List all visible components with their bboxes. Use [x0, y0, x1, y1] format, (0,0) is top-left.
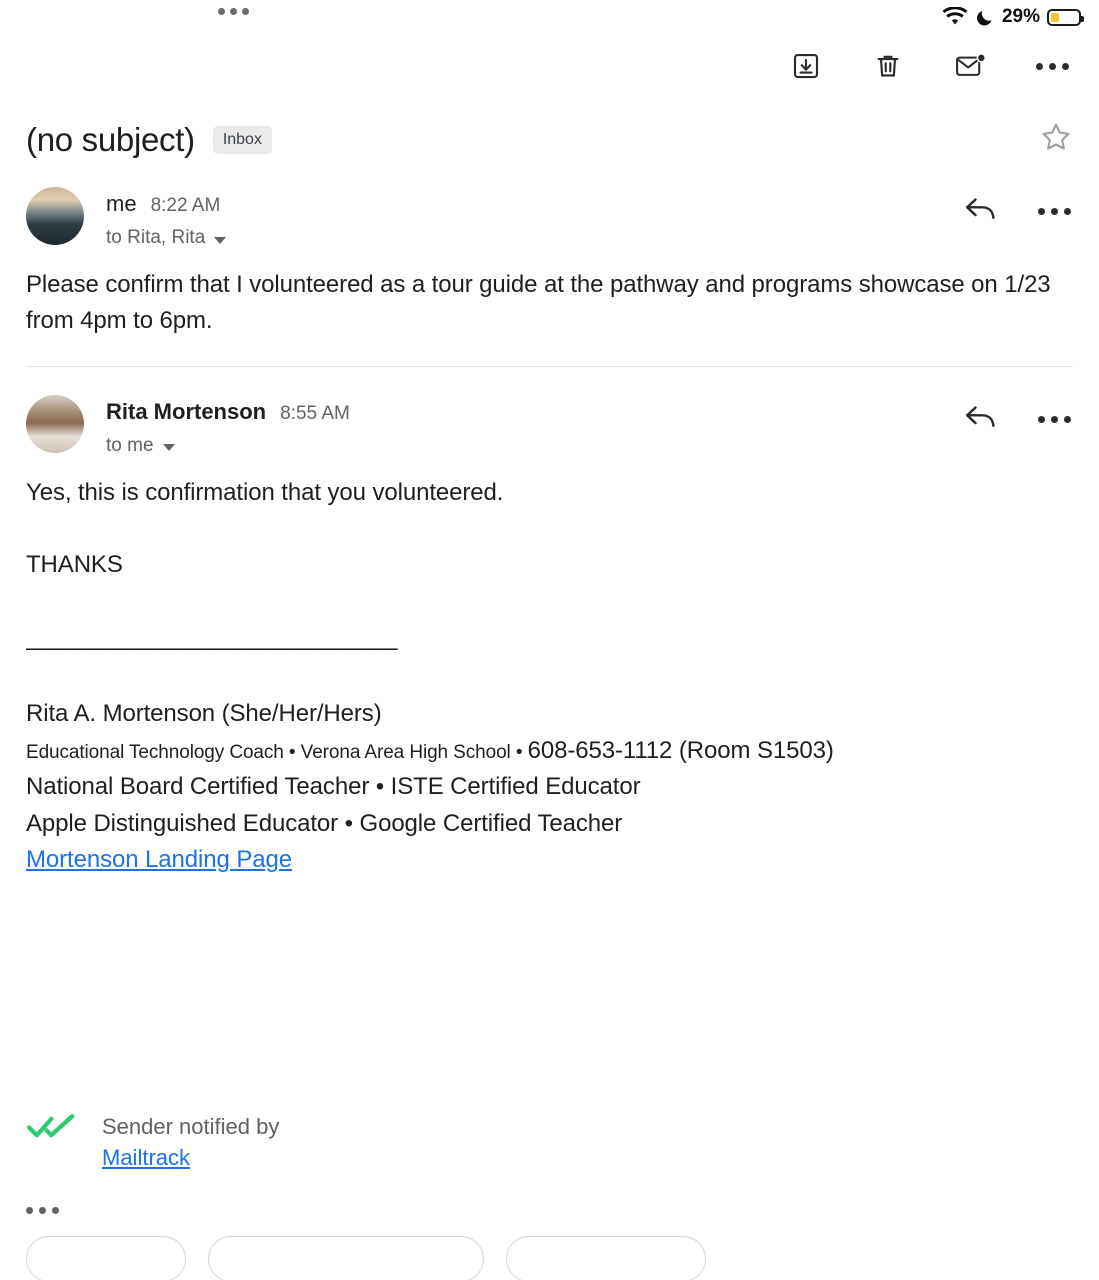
sender-name: Rita Mortenson [106, 398, 267, 424]
signature-role: Educational Technology Coach • Verona Area High School • [26, 741, 528, 763]
chevron-down-icon[interactable] [163, 444, 175, 451]
dot [218, 8, 225, 15]
message-meta [106, 395, 964, 457]
more-options-icon[interactable] [1033, 47, 1071, 85]
dot [230, 8, 237, 15]
recipients-label: to me [106, 434, 154, 456]
status-bar [0, 0, 1099, 34]
signature-role-line [26, 733, 1073, 769]
dot [1036, 63, 1043, 70]
message-time: 8:22 AM [150, 195, 221, 216]
body-line-1: Yes, this is confirmation that you volunteered. [26, 478, 504, 506]
quick-reply-chip[interactable] [26, 1236, 186, 1280]
message-header [26, 367, 1073, 457]
mailtrack-text [102, 1111, 279, 1173]
footer-more-button[interactable] [0, 1173, 1099, 1214]
battery-percent-label: 29% [1001, 6, 1040, 27]
dot [1038, 208, 1045, 215]
dot [39, 1207, 46, 1214]
dot [1062, 63, 1069, 70]
spacer [26, 656, 1073, 692]
message-actions [964, 187, 1073, 228]
page-title: (no subject) [26, 120, 195, 158]
message-toolbar [0, 34, 1099, 98]
spacer [26, 511, 1073, 547]
more-options-icon[interactable] [1038, 208, 1071, 215]
moon-icon [975, 7, 995, 27]
signature-link-row [26, 842, 1073, 878]
signature-link[interactable]: Mortenson Landing Page [26, 846, 292, 874]
battery-icon [1047, 9, 1081, 26]
dot [1064, 416, 1071, 423]
signature-line-2: National Board Certified Teacher • ISTE Certified Educator [26, 773, 641, 801]
label-chip-inbox[interactable]: Inbox [213, 126, 272, 154]
more-dots-icon[interactable] [218, 8, 249, 15]
quick-reply-chip[interactable] [506, 1236, 706, 1280]
message-body [26, 457, 1073, 879]
avatar[interactable] [26, 395, 84, 453]
recipients-label: to Rita, Rita [106, 227, 206, 248]
signature-name: Rita A. Mortenson (She/Her/Hers) [26, 700, 382, 728]
sender-name: me [106, 191, 137, 216]
mailtrack-notice [0, 1111, 1099, 1173]
star-outline-icon[interactable] [1039, 120, 1073, 159]
recipients-row[interactable] [106, 227, 964, 249]
signature-rule: ______________________________ [26, 623, 397, 651]
sender-line [106, 399, 964, 425]
message-1 [0, 159, 1099, 367]
dot [1051, 208, 1058, 215]
more-options-icon[interactable] [1038, 416, 1071, 423]
quick-reply-chip[interactable] [208, 1236, 484, 1280]
body-line-2: THANKS [26, 551, 123, 579]
wifi-icon [942, 7, 968, 27]
mailtrack-link[interactable]: Mailtrack [102, 1144, 191, 1170]
dot [52, 1207, 59, 1214]
dot [242, 8, 249, 15]
subject-row [0, 98, 1099, 159]
message-header [26, 159, 1073, 249]
reply-icon[interactable] [964, 403, 998, 436]
dot [1038, 416, 1045, 423]
chevron-down-icon[interactable] [214, 237, 226, 244]
battery-fill [1051, 13, 1059, 22]
recipients-row[interactable] [106, 435, 964, 457]
trash-icon[interactable] [869, 47, 907, 85]
avatar[interactable] [26, 187, 84, 245]
double-check-icon [26, 1111, 76, 1141]
archive-icon[interactable] [787, 47, 825, 85]
mark-unread-icon[interactable] [951, 47, 989, 85]
status-indicators [942, 6, 1081, 28]
dot [1051, 416, 1058, 423]
quick-reply-chips [0, 1214, 1099, 1280]
sender-line [106, 191, 964, 217]
dot [26, 1207, 33, 1214]
spacer [26, 584, 1073, 620]
mailtrack-label: Sender notified by [102, 1113, 280, 1139]
message-time: 8:55 AM [280, 402, 350, 424]
dot [1049, 63, 1056, 70]
signature-phone: 608-653-1112 (Room S1503) [527, 736, 834, 764]
message-meta [106, 187, 964, 249]
reply-icon[interactable] [964, 195, 998, 228]
message-actions [964, 395, 1073, 436]
message-2 [0, 367, 1099, 879]
dot [1064, 208, 1071, 215]
signature-line-3: Apple Distinguished Educator • Google Certified Teacher [26, 809, 623, 837]
message-body: Please confirm that I volunteered as a tour guide at the pathway and programs showcase on 1/23 from 4pm to 6pm. [26, 271, 1051, 335]
